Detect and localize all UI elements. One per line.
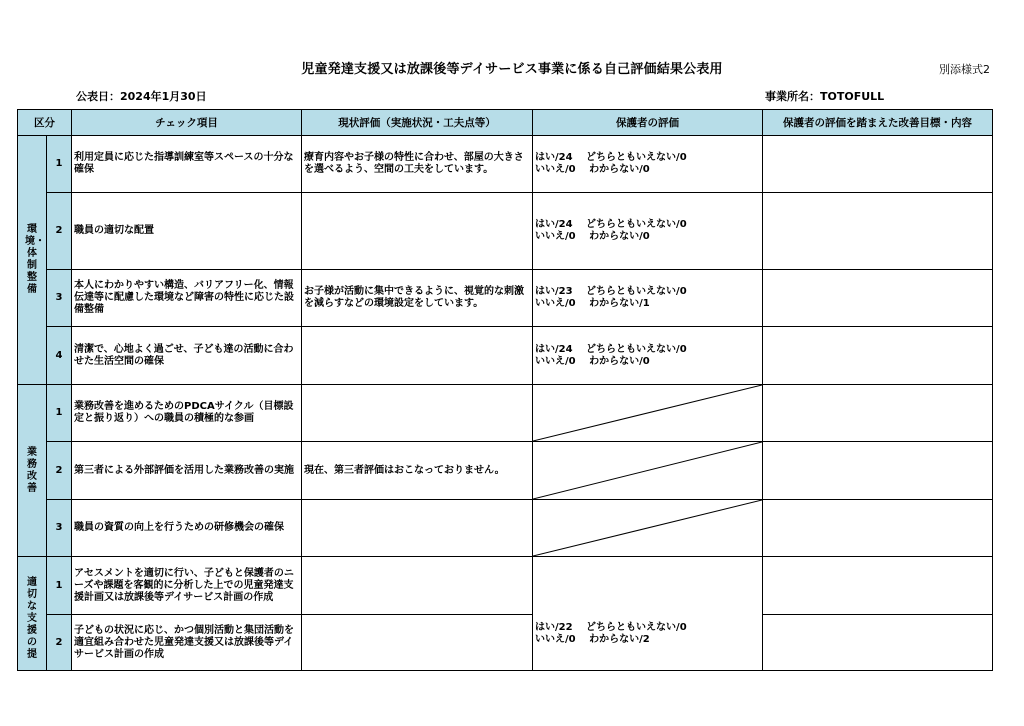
row-number: 3	[47, 500, 72, 557]
evaluation-table	[17, 109, 993, 671]
parent-eval: はい/22 どちらともいえない/0 いいえ/0 わからない/2	[533, 557, 763, 671]
check-item: 第三者による外部評価を活用した業務改善の実施	[72, 442, 302, 500]
improvement-cell	[763, 193, 993, 270]
table-row	[18, 270, 993, 327]
check-item: 本人にわかりやすい構造、バリアフリー化、情報伝達等に配慮した環境など障害の特性に応じた設備整備	[72, 270, 302, 327]
parent-eval: はい/24 どちらともいえない/0 いいえ/0 わからない/0	[533, 193, 763, 270]
office-name: 事業所名：TOTOFULL	[765, 90, 885, 103]
row-number: 3	[47, 270, 72, 327]
improvement-cell	[763, 136, 993, 193]
status-text: 療育内容やお子様の特性に合わせ、部屋の大きさを選べるよう、空間の工夫をしています。	[302, 136, 533, 193]
check-item: 清潔で、心地よく過ごせ、子ども達の活動に合わせた生活空間の確保	[72, 327, 302, 385]
check-item: 職員の資質の向上を行うための研修機会の確保	[72, 500, 302, 557]
table-row	[18, 136, 993, 193]
table-row	[18, 193, 993, 270]
row-number: 2	[47, 615, 72, 671]
improvement-cell	[763, 500, 993, 557]
col-status: 現状評価（実施状況・工夫点等）	[302, 110, 533, 136]
status-text	[302, 557, 533, 615]
status-text: お子様が活動に集中できるように、視覚的な刺激を減らすなどの環境設定をしています。	[302, 270, 533, 327]
check-item: 業務改善を進めるためのPDCAサイクル（目標設定と振り返り）への職員の積極的な参画	[72, 385, 302, 442]
status-text: 現在、第三者評価はおこなっておりません。	[302, 442, 533, 500]
row-number: 2	[47, 193, 72, 270]
parent-eval: はい/24 どちらともいえない/0 いいえ/0 わからない/0	[533, 136, 763, 193]
check-item: 子どもの状況に応じ、かつ個別活動と集団活動を適宜組み合わせた児童発達支援又は放課後等デイサービス計画の作成	[72, 615, 302, 671]
row-number: 1	[47, 136, 72, 193]
category-cell: 業務改善	[18, 385, 47, 557]
row-number: 4	[47, 327, 72, 385]
header-row	[18, 110, 993, 136]
row-number: 2	[47, 442, 72, 500]
status-text	[302, 500, 533, 557]
form-number: 別添様式2	[939, 63, 990, 76]
publish-date: 公表日：2024年1月30日	[76, 90, 207, 103]
page-title: 児童発達支援又は放課後等デイサービス事業に係る自己評価結果公表用	[301, 62, 723, 77]
status-text	[302, 327, 533, 385]
parent-eval: はい/23 どちらともいえない/0 いいえ/0 わからない/1	[533, 270, 763, 327]
row-number: 1	[47, 557, 72, 615]
parent-eval: はい/24 どちらともいえない/0 いいえ/0 わからない/0	[533, 327, 763, 385]
category-cell: 適切な支援の提	[18, 557, 47, 671]
improvement-cell	[763, 327, 993, 385]
improvement-cell	[763, 270, 993, 327]
col-category: 区分	[18, 110, 72, 136]
improvement-cell	[763, 615, 993, 671]
table-row	[18, 327, 993, 385]
improvement-cell	[763, 442, 993, 500]
status-text	[302, 385, 533, 442]
status-text	[302, 615, 533, 671]
table-row	[18, 385, 993, 442]
table-row	[18, 442, 993, 500]
parent-eval-na	[533, 500, 763, 557]
col-check-item: チェック項目	[72, 110, 302, 136]
table-row	[18, 557, 993, 615]
improvement-cell	[763, 385, 993, 442]
table-row	[18, 615, 993, 671]
col-improvement: 保護者の評価を踏まえた改善目標・内容	[763, 110, 993, 136]
category-cell: 環境・体制整備	[18, 136, 47, 385]
parent-eval-na	[533, 385, 763, 442]
status-text	[302, 193, 533, 270]
parent-eval-na	[533, 442, 763, 500]
check-item: 職員の適切な配置	[72, 193, 302, 270]
check-item: アセスメントを適切に行い、子どもと保護者のニーズや課題を客観的に分析した上での児童発達支援計画又は放課後等デイサービス計画の作成	[72, 557, 302, 615]
check-item: 利用定員に応じた指導訓練室等スペースの十分な確保	[72, 136, 302, 193]
table-row	[18, 500, 993, 557]
row-number: 1	[47, 385, 72, 442]
col-parent-eval: 保護者の評価	[533, 110, 763, 136]
improvement-cell	[763, 557, 993, 615]
